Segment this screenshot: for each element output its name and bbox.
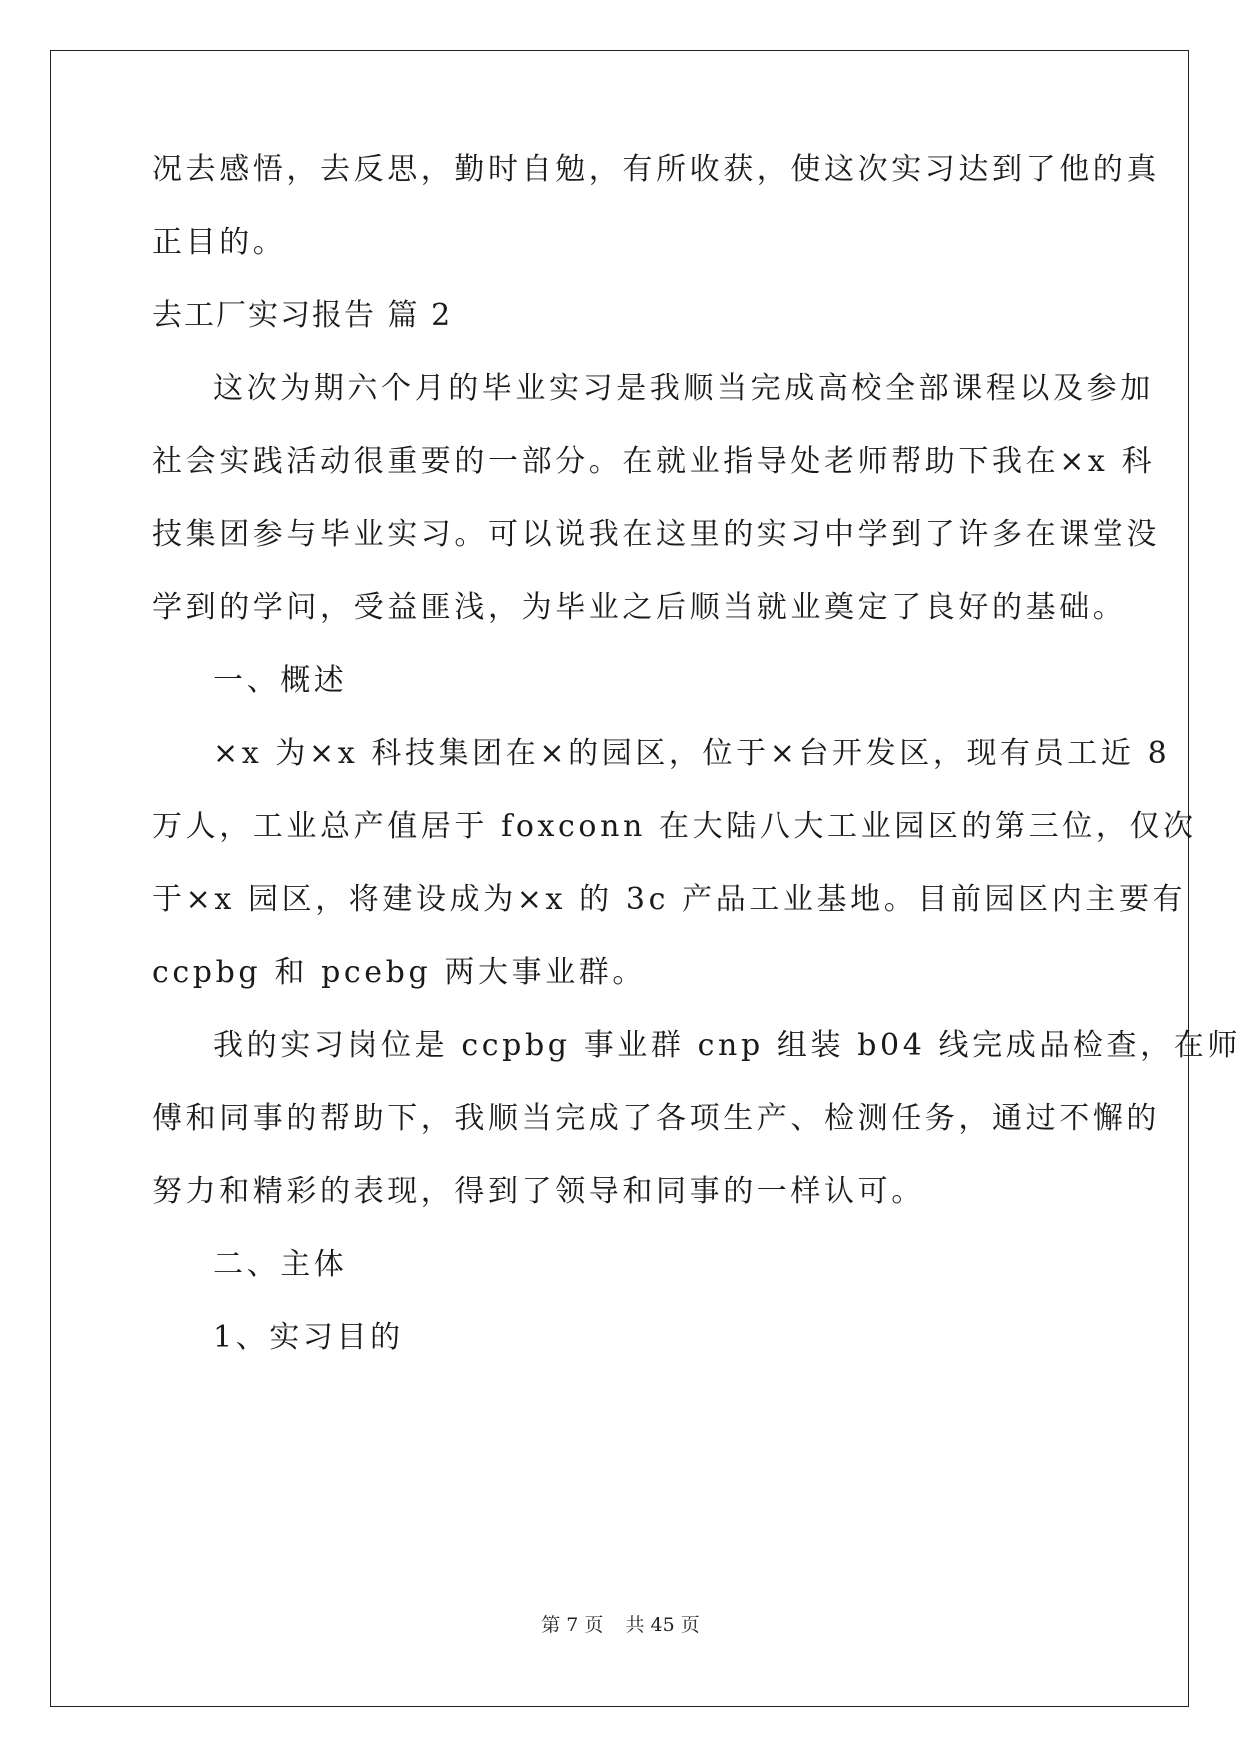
- section-heading: 去工厂实习报告 篇 2: [152, 298, 453, 333]
- text-line: 努力和精彩的表现，得到了领导和同事的一样认可。: [152, 1174, 925, 1209]
- subsection-heading: 一、概述: [213, 663, 348, 698]
- subsection-heading: 二、主体: [213, 1247, 348, 1282]
- page-footer: [0, 1613, 1241, 1637]
- text-line: 正目的。: [152, 225, 287, 260]
- text-line: 傅和同事的帮助下，我顺当完成了各项生产、检测任务，通过不懈的: [152, 1101, 1160, 1136]
- text-line: ×x 为×x 科技集团在×的园区，位于×台开发区，现有员工近 8: [213, 736, 1171, 771]
- text-line: 社会实践活动很重要的一部分。在就业指导处老师帮助下我在×x 科: [152, 444, 1156, 479]
- text-line: 我的实习岗位是 ccpbg 事业群 cnp 组装 b04 线完成品检查，在师: [213, 1028, 1241, 1063]
- page-number: 第 7 页: [541, 1614, 604, 1636]
- text-line: 这次为期六个月的毕业实习是我顺当完成高校全部课程以及参加: [213, 371, 1154, 406]
- text-line: 于×x 园区，将建设成为×x 的 3c 产品工业基地。目前园区内主要有: [152, 882, 1187, 917]
- text-line: 学到的学问，受益匪浅，为毕业之后顺当就业奠定了良好的基础。: [152, 590, 1127, 625]
- text-line: 技集团参与毕业实习。可以说我在这里的实习中学到了许多在课堂没: [152, 517, 1160, 552]
- text-line: 况去感悟，去反思，勤时自勉，有所收获，使这次实习达到了他的真: [152, 152, 1160, 187]
- page-total: 共 45 页: [625, 1614, 700, 1636]
- text-line: 万人，工业总产值居于 foxconn 在大陆八大工业园区的第三位，仅次: [152, 809, 1197, 844]
- subsection-heading: 1、实习目的: [213, 1320, 404, 1355]
- text-line: ccpbg 和 pcebg 两大事业群。: [152, 955, 646, 990]
